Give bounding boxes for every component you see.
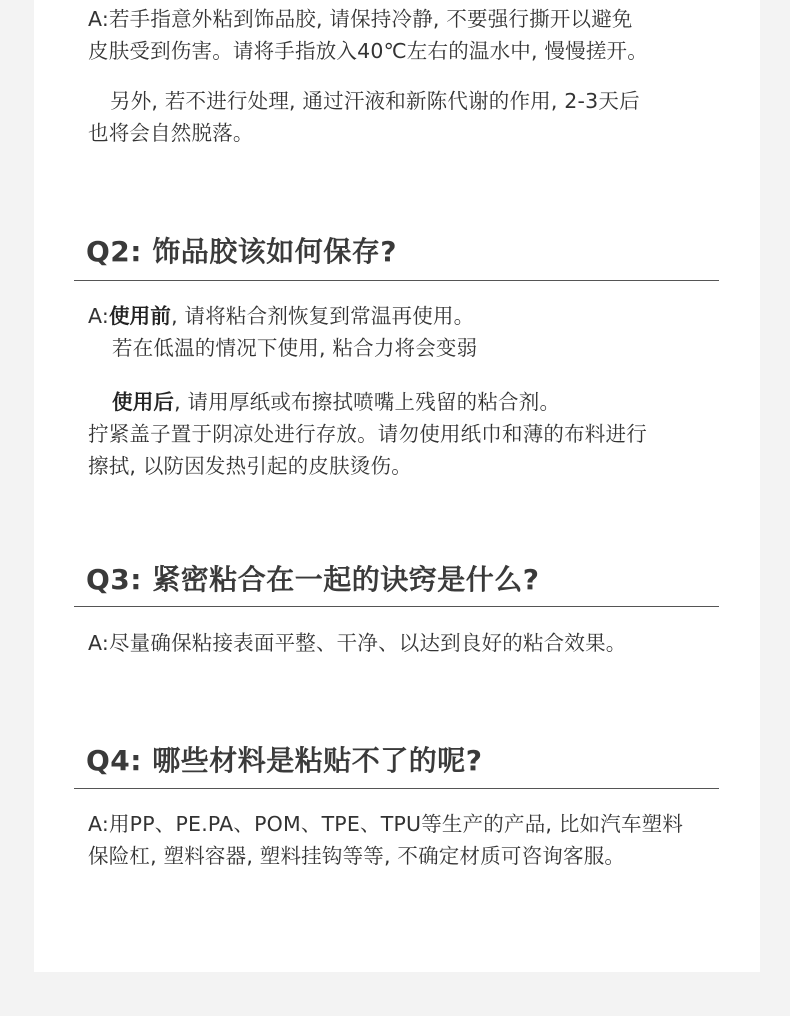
- q1-extra-line-2: 也将会自然脱落。: [88, 121, 254, 145]
- answer-prefix: A:: [88, 304, 109, 328]
- q4-answer-line-1: A:用PP、PE.PA、POM、TPE、TPU等生产的产品, 比如汽车塑料: [88, 812, 684, 836]
- q4-title: Q4: 哪些材料是粘贴不了的呢?: [86, 744, 483, 777]
- before-use-text: , 请将粘合剂恢复到常温再使用。: [171, 304, 475, 328]
- q3-title: Q3: 紧密粘合在一起的诀窍是什么?: [86, 563, 540, 596]
- q2-after-line-1: [112, 386, 752, 418]
- after-use-text: , 请用厚纸或布擦拭喷嘴上残留的粘合剂。: [174, 390, 561, 414]
- before-use-label: 使用前: [108, 304, 172, 328]
- q4-divider: [74, 788, 719, 789]
- q3-divider: [74, 606, 719, 607]
- q3-answer: A:尽量确保粘接表面平整、干净、以达到良好的粘合效果。: [88, 631, 627, 655]
- q1-answer-line-1: A:若手指意外粘到饰品胶, 请保持冷静, 不要强行撕开以避免: [88, 7, 633, 31]
- after-use-label: 使用后: [112, 390, 175, 414]
- q4-answer-line-2: 保险杠, 塑料容器, 塑料挂钩等等, 不确定材质可咨询客服。: [88, 844, 626, 868]
- q2-divider: [74, 280, 719, 281]
- q2-answer-line-2: 若在低温的情况下使用, 粘合力将会变弱: [112, 336, 478, 360]
- q2-title: Q2: 饰品胶该如何保存?: [86, 235, 397, 268]
- q2-answer-line-1: [88, 300, 728, 332]
- q2-after-line-2: 拧紧盖子置于阴凉处进行存放。请勿使用纸巾和薄的布料进行: [88, 422, 647, 446]
- q1-extra-line-1: 另外, 若不进行处理, 通过汗液和新陈代谢的作用, 2-3天后: [110, 89, 640, 113]
- q1-answer-line-2: 皮肤受到伤害。请将手指放入40℃左右的温水中, 慢慢搓开。: [88, 39, 648, 63]
- q2-after-line-3: 擦拭, 以防因发热引起的皮肤烫伤。: [88, 454, 412, 478]
